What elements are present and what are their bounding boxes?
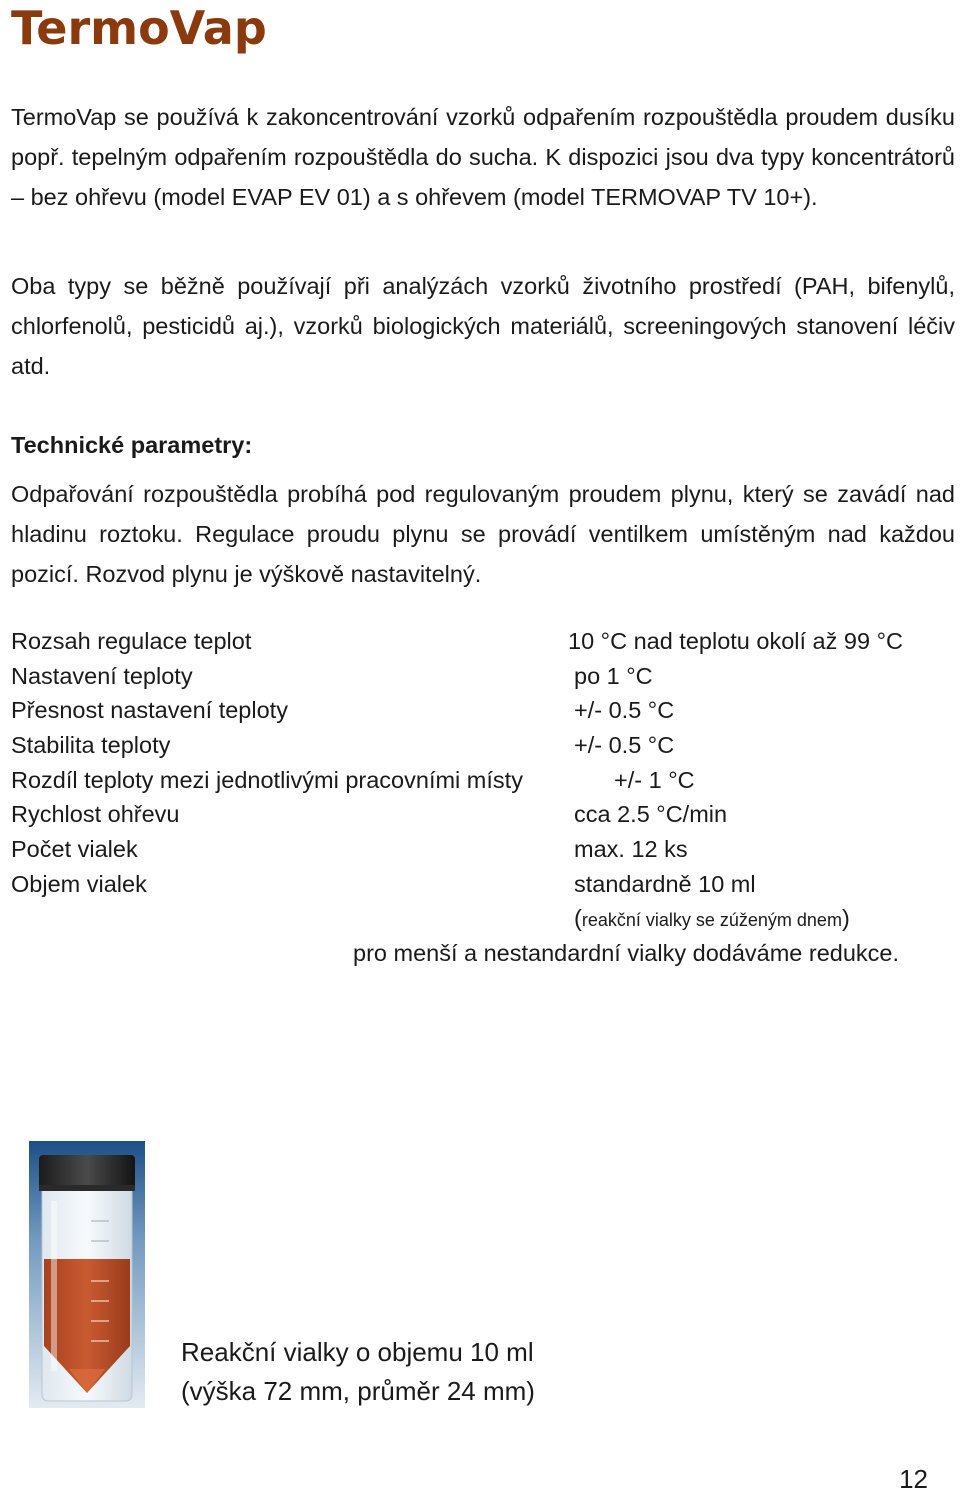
spec-row xyxy=(11,867,955,902)
spec-label: Rozsah regulace teplot xyxy=(11,628,252,654)
spec-row xyxy=(11,728,955,763)
tech-paragraph: Odpařování rozpouštědla probíhá pod regulovaným proudem plynu, který se zavádí nad hladinu roztoku. Regulace proudu plynu se provádí ventilkem umístěným nad každou pozicí. Rozvod plynu je výškově nastavitelný. xyxy=(11,481,955,587)
spec-value: +/- 0.5 °C xyxy=(574,697,675,724)
vial-note-text: reakční vialky se zúženým dnem xyxy=(581,910,842,930)
vial-photo xyxy=(29,1141,145,1408)
spec-value: max. 12 ks xyxy=(574,836,688,863)
vial-cap xyxy=(39,1155,135,1189)
intro-paragraph: TermoVap se používá k zakoncentrování vzorků odpařením rozpouštědla proudem dusíku popř. tepelným odpařením rozpouštědla do sucha. K dispozici jsou dva typy koncentrátorů – bez ohřevu (model EVAP EV 01) a s ohřevem (model TERMOVAP TV 10+). xyxy=(11,104,955,210)
spec-row xyxy=(11,624,955,659)
page-number: 12 xyxy=(899,1464,928,1494)
spec-row xyxy=(11,763,955,798)
spec-value: standardně 10 ml xyxy=(574,870,756,897)
spec-label: Přesnost nastavení teploty xyxy=(11,697,288,724)
vial-highlight xyxy=(51,1201,57,1371)
spec-label: Rychlost ohřevu xyxy=(11,801,180,828)
reduction-note: pro menší a nestandardní vialky dodáváme redukce. xyxy=(353,940,900,966)
page-title: TermoVap xyxy=(11,1,267,55)
spec-value: +/- 1 °C xyxy=(614,766,695,793)
spec-value: 10 °C nad teplotu okolí až 99 °C xyxy=(568,628,903,654)
spec-table xyxy=(11,624,955,902)
caption-line-2: (výška 72 mm, průměr 24 mm) xyxy=(181,1376,535,1406)
spec-row xyxy=(11,797,955,832)
vial-cap-rim xyxy=(39,1185,135,1191)
vial-note xyxy=(574,900,850,938)
spec-label: Nastavení teploty xyxy=(11,662,193,689)
spec-label: Stabilita teploty xyxy=(11,732,171,759)
spec-row xyxy=(11,693,955,728)
spec-label: Rozdíl teploty mezi jednotlivými pracovními místy xyxy=(11,766,523,793)
photo-caption xyxy=(181,1333,535,1411)
spec-value: +/- 0.5 °C xyxy=(574,732,675,759)
spec-label: Objem vialek xyxy=(11,870,147,897)
tech-heading: Technické parametry: xyxy=(11,432,253,458)
vial-note-open: ( xyxy=(574,905,582,931)
spec-value: po 1 °C xyxy=(574,662,653,689)
vial-note-close: ) xyxy=(841,905,850,931)
spec-label: Počet vialek xyxy=(11,836,138,863)
spec-value: cca 2.5 °C/min xyxy=(574,801,728,828)
usage-paragraph: Oba typy se běžně používají při analýzách vzorků životního prostředí (PAH, bifenylů, chlorfenolů, pesticidů aj.), vzorků biologických materiálů, screeningových stanovení léčiv atd. xyxy=(11,273,955,379)
caption-line-1: Reakční vialky o objemu 10 ml xyxy=(181,1337,534,1367)
spec-row xyxy=(11,832,955,867)
spec-row xyxy=(11,659,955,694)
